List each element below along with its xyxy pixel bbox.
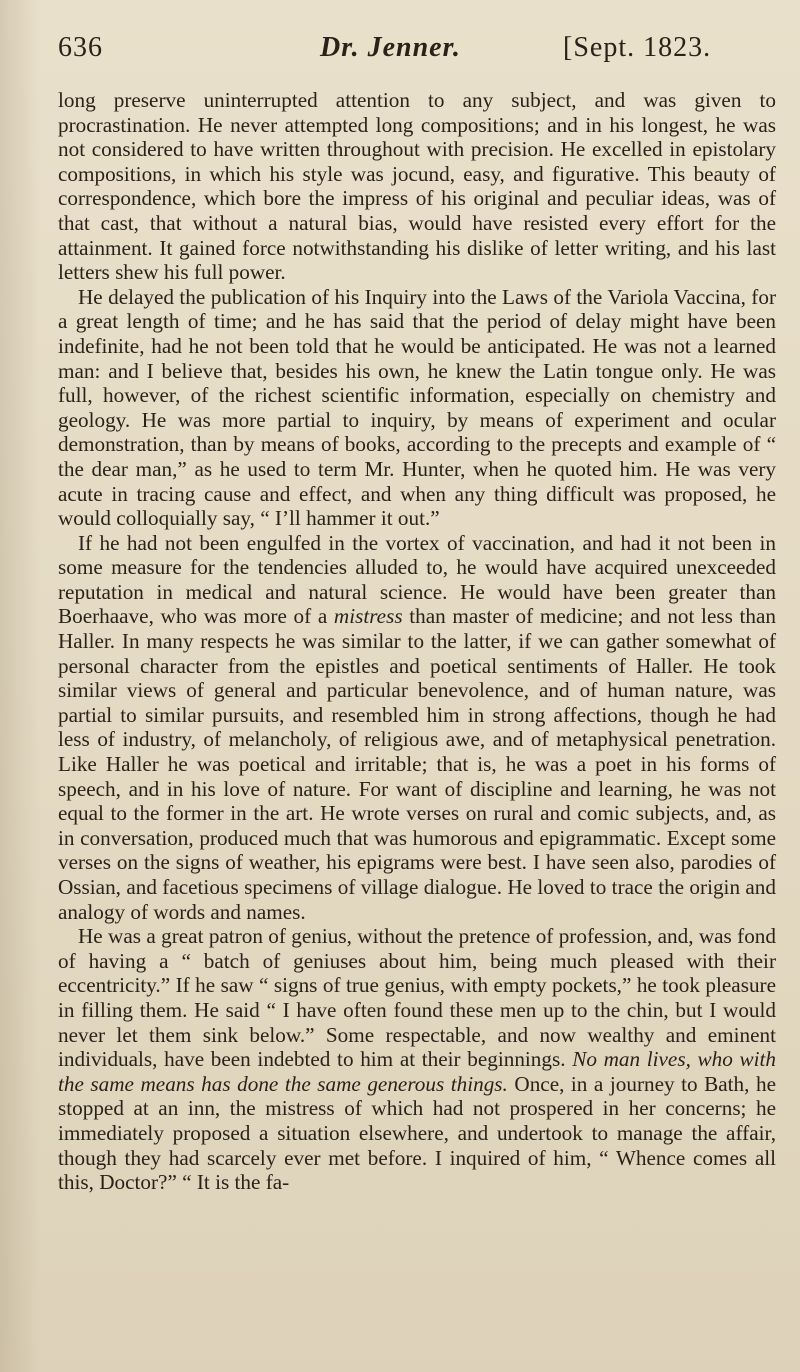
running-title: Dr. Jenner. [320, 32, 461, 63]
italic-text: mistress [333, 604, 403, 629]
paragraph-text: He delayed the publication of his Inquiry into the Laws of the Variola Vaccina, for a great length of time; and he has said that the period of delay might have been indefinite, had he not been told that he would be anticipated. He was not a learned man: and I believe that, besides his own, he knew the Latin tongue only. He was full, however, of the richest scientific information, especially on chemistry and geology. He was more partial to inquiry, by means of experiment and ocular demonstration, than by means of books, according to the precepts and example of “ the dear man,” as he used to term Mr. Hunter, when he quoted him. He was very acute in tracing cause and effect, and when any thing difficult was proposed, he would colloquially say, “ I’ll hammer it out.” [58, 284, 776, 531]
body-text [58, 88, 776, 1195]
paragraph-text: If he had not been engulfed in the vortex of vaccination, and had it not been in some measure for the tendencies alluded to, he would have acquired unexceeded reputation in medical and natural science. He would have been greater than Boerhaave, who was more of a [58, 530, 776, 629]
paragraph-text: Once, in a journey to Bath, he stopped at an inn, the mistress of which had not prospered in her concerns; he immediately proposed a situation elsewhere, and undertook to manage the affair, though they had scarcely ever met before. I inquired of him, “ Whence comes all this, Doctor?” “ It is the fa‑ [58, 1071, 776, 1195]
paragraph-text: long preserve uninterrupted attention to any subject, and was given to procrastination. He never attempted long compositions; and in his longest, he was not considered to have written throughout with precision. He excelled in epistolary compositions, in which his style was jocund, easy, and figurative. This beauty of correspondence, which bore the impress of his original and peculiar ideas, was of that cast, that without a natural bias, would have resisted every effort for the attainment. It gained force notwithstanding his dislike of letter writing, and his last letters shew his full power. [58, 88, 776, 285]
running-head [0, 30, 800, 66]
paragraph [58, 88, 776, 285]
running-date: [Sept. 1823. [563, 32, 712, 63]
page-edge-shadow [0, 0, 40, 1372]
page-number: 636 [58, 32, 103, 63]
paragraph [58, 531, 776, 925]
paragraph [58, 285, 776, 531]
paragraph [58, 924, 776, 1195]
paragraph-text: He was a great patron of genius, without the pretence of profession, and, was fond of having a “ batch of geniuses about him, being much pleased with their eccentricity.” If he saw “ signs of true genius, with empty pockets,” he took pleasure in filling them. He said “ I have often found these men up to the chin, but I would never let them sink below.” Some respectable, and now wealthy and eminent individuals, have been indebted to him at their beginnings. [58, 924, 776, 1072]
italic-text: No man lives, who with the same means has done the same generous things. [58, 1047, 777, 1096]
paragraph-text: than master of medicine; and not less than Haller. In many respects he was similar to the latter, if we can gather somewhat of personal character from the epistles and poetical sentiments of Haller. He took similar views of general and particular benevolence, and of human nature, was partial to similar pursuits, and resembled him in strong affections, though he had less of industry, of melancholy, of religious awe, and of metaphysical penetration. Like Haller he was poetical and irritable; that is, he was a poet in his forms of speech, and in his love of nature. For want of discipline and learning, he was not equal to the former in the art. He wrote verses on rural and comic subjects, and, as in conversation, produced much that was humorous and epigrammatic. Except some verses on the signs of weather, his epigrams were best. I have seen also, parodies of Ossian, and facetious specimens of village dialogue. He loved to trace the origin and analogy of words and names. [58, 604, 776, 924]
